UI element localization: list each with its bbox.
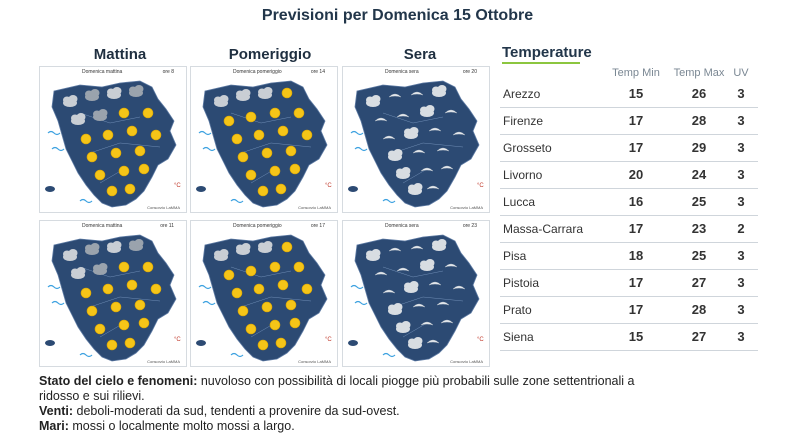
uv-value: 3 xyxy=(737,113,745,128)
temp-max-value: 24 xyxy=(691,167,707,182)
sky-description-cont xyxy=(39,389,145,404)
temp-max-value: 29 xyxy=(691,140,707,155)
map-hour: ore 20 xyxy=(462,69,477,75)
wave-icon xyxy=(48,132,60,135)
sun-icon xyxy=(119,166,129,176)
temp-max-value: 28 xyxy=(691,113,707,128)
sun-icon xyxy=(276,338,286,348)
temp-max-value: 23 xyxy=(691,221,707,236)
sun-icon xyxy=(139,164,149,174)
sun-icon xyxy=(258,340,268,350)
uv-value: 3 xyxy=(737,275,745,290)
sun-icon xyxy=(151,130,161,140)
wave-icon xyxy=(383,200,395,203)
map-hour: ore 11 xyxy=(160,223,174,229)
island-elba xyxy=(45,340,55,346)
sun-icon xyxy=(294,108,304,118)
map-label: Domenica sera xyxy=(385,69,419,75)
sun-icon xyxy=(111,302,121,312)
sun-icon xyxy=(95,170,105,180)
temperature-row xyxy=(500,80,758,108)
header-uv: UV xyxy=(733,67,749,79)
wave-icon xyxy=(355,302,367,305)
tuscany-map-svg xyxy=(343,221,490,367)
temperature-indicator: °C xyxy=(174,337,181,343)
sun-icon xyxy=(103,284,113,294)
city-name: Prato xyxy=(503,303,532,317)
sun-icon xyxy=(278,126,288,136)
wave-icon xyxy=(80,354,92,357)
temperature-title-underline xyxy=(502,62,580,64)
header-temp-min: Temp Min xyxy=(612,67,660,79)
map-hour: ore 14 xyxy=(310,69,325,75)
island-elba xyxy=(348,340,358,346)
temperature-indicator: °C xyxy=(325,337,332,343)
uv-value: 3 xyxy=(737,329,745,344)
sun-icon xyxy=(95,324,105,334)
temperature-row xyxy=(500,161,758,189)
wave-icon xyxy=(383,354,395,357)
uv-value: 3 xyxy=(737,194,745,209)
map-hour: ore 8 xyxy=(162,69,174,75)
sun-icon xyxy=(119,262,129,272)
map-credit: Consorzio LaMMA xyxy=(450,205,483,210)
temp-max-value: 27 xyxy=(691,275,707,290)
temperature-row xyxy=(500,134,758,162)
sun-icon xyxy=(286,300,296,310)
column-header-sera: Sera xyxy=(403,46,437,63)
sun-icon xyxy=(282,88,292,98)
forecast-map-afternoon-2[interactable] xyxy=(190,220,338,367)
map-label: Domenica pomeriggio xyxy=(233,223,282,229)
winds-text: deboli-moderati da sud, tendenti a provenire da sud-ovest. xyxy=(76,404,400,418)
sun-icon xyxy=(290,164,300,174)
forecast-map-evening-2[interactable] xyxy=(342,220,490,367)
temp-max-value: 27 xyxy=(691,329,707,344)
winds-label: Venti: xyxy=(39,404,74,418)
sun-icon xyxy=(294,262,304,272)
sun-icon xyxy=(270,166,280,176)
sun-icon xyxy=(270,262,280,272)
sun-icon xyxy=(278,280,288,290)
sun-icon xyxy=(127,280,137,290)
temp-min-value: 17 xyxy=(628,302,644,317)
sun-icon xyxy=(143,262,153,272)
sun-icon xyxy=(282,242,292,252)
page-title: Previsioni per Domenica 15 Ottobre xyxy=(261,7,534,24)
sun-icon xyxy=(276,184,286,194)
wave-icon xyxy=(52,302,64,305)
city-name: Pistoia xyxy=(503,276,540,290)
island-elba xyxy=(348,186,358,192)
sun-icon xyxy=(246,324,256,334)
sun-icon xyxy=(81,288,91,298)
city-name: Firenze xyxy=(503,114,544,128)
sun-icon xyxy=(125,184,135,194)
sun-icon xyxy=(254,284,264,294)
temp-max-value: 25 xyxy=(691,248,707,263)
uv-value: 3 xyxy=(737,248,745,263)
winds-description xyxy=(39,404,400,419)
city-name: Grosseto xyxy=(503,141,552,155)
sun-icon xyxy=(262,148,272,158)
temp-min-value: 15 xyxy=(628,329,644,344)
sun-icon xyxy=(258,186,268,196)
temperature-row xyxy=(500,107,758,135)
map-credit: Consorzio LaMMA xyxy=(147,359,180,364)
temp-min-value: 15 xyxy=(628,86,644,101)
temperature-indicator: °C xyxy=(325,183,332,189)
sun-icon xyxy=(81,134,91,144)
sun-icon xyxy=(103,130,113,140)
temperature-row xyxy=(500,215,758,243)
sun-icon xyxy=(254,130,264,140)
sun-icon xyxy=(246,266,256,276)
uv-value: 3 xyxy=(737,140,745,155)
wave-icon xyxy=(48,286,60,289)
tuscany-map-svg xyxy=(343,67,490,213)
sun-icon xyxy=(246,170,256,180)
wave-icon xyxy=(203,302,215,305)
forecast-map-afternoon-1[interactable] xyxy=(190,66,338,213)
sun-icon xyxy=(143,108,153,118)
island-elba xyxy=(45,186,55,192)
sun-icon xyxy=(270,320,280,330)
sun-icon xyxy=(107,340,117,350)
column-header-pomeriggio: Pomeriggio xyxy=(228,46,312,63)
city-name: Lucca xyxy=(503,195,536,209)
temp-min-value: 17 xyxy=(628,113,644,128)
forecast-map-morning-1[interactable] xyxy=(39,66,187,213)
temp-min-value: 17 xyxy=(628,140,644,155)
temperature-row xyxy=(500,269,758,297)
sun-icon xyxy=(262,302,272,312)
sun-icon xyxy=(232,288,242,298)
sky-label: Stato del cielo e fenomeni: xyxy=(39,374,198,388)
sun-icon xyxy=(224,116,234,126)
tuscany-map-svg xyxy=(191,221,338,367)
island-elba xyxy=(196,340,206,346)
seas-label: Mari: xyxy=(39,419,69,433)
map-credit: Consorzio LaMMA xyxy=(298,205,331,210)
map-hour: ore 23 xyxy=(462,223,477,229)
sun-icon xyxy=(232,134,242,144)
temp-max-value: 25 xyxy=(691,194,707,209)
temperature-row xyxy=(500,188,758,216)
tuscany-map-svg xyxy=(40,221,187,367)
sky-description xyxy=(39,374,634,389)
sun-icon xyxy=(290,318,300,328)
temp-max-value: 26 xyxy=(691,86,707,101)
city-name: Pisa xyxy=(503,249,527,263)
wave-icon xyxy=(355,148,367,151)
forecast-map-evening-1[interactable] xyxy=(342,66,490,213)
city-name: Livorno xyxy=(503,168,543,182)
map-label: Domenica pomeriggio xyxy=(233,69,282,75)
map-credit: Consorzio LaMMA xyxy=(147,205,180,210)
temp-min-value: 20 xyxy=(628,167,644,182)
sun-icon xyxy=(246,112,256,122)
map-label: Domenica mattina xyxy=(82,223,123,229)
sun-icon xyxy=(270,108,280,118)
tuscany-map-svg xyxy=(191,67,338,213)
column-header-mattina: Mattina xyxy=(93,46,147,63)
uv-value: 2 xyxy=(737,221,745,236)
wave-icon xyxy=(199,286,211,289)
city-name: Massa-Carrara xyxy=(503,222,584,236)
map-hour: ore 17 xyxy=(310,223,325,229)
sun-icon xyxy=(135,300,145,310)
temp-min-value: 17 xyxy=(628,221,644,236)
sun-icon xyxy=(87,152,97,162)
sun-icon xyxy=(286,146,296,156)
wave-icon xyxy=(231,354,243,357)
sun-icon xyxy=(87,306,97,316)
forecast-map-morning-2[interactable] xyxy=(39,220,187,367)
city-name: Arezzo xyxy=(503,87,541,101)
sun-icon xyxy=(302,130,312,140)
seas-description xyxy=(39,419,295,434)
temperature-row xyxy=(500,323,758,351)
city-name: Siena xyxy=(503,330,534,344)
sun-icon xyxy=(119,320,129,330)
sun-icon xyxy=(302,284,312,294)
tuscany-map-svg xyxy=(40,67,187,213)
sun-icon xyxy=(111,148,121,158)
sun-icon xyxy=(135,146,145,156)
sky-text-2: ridosso e sui rilievi. xyxy=(39,389,145,403)
sun-icon xyxy=(127,126,137,136)
map-credit: Consorzio LaMMA xyxy=(450,359,483,364)
temperature-row xyxy=(500,242,758,270)
uv-value: 3 xyxy=(737,86,745,101)
temp-max-value: 28 xyxy=(691,302,707,317)
uv-value: 3 xyxy=(737,302,745,317)
wave-icon xyxy=(231,200,243,203)
sky-text-1: nuvoloso con possibilità di locali piogge più probabili sulle zone settentrionali a xyxy=(200,374,635,388)
island-elba xyxy=(196,186,206,192)
sun-icon xyxy=(139,318,149,328)
sun-icon xyxy=(107,186,117,196)
map-label: Domenica mattina xyxy=(82,69,123,75)
temperature-indicator: °C xyxy=(477,183,484,189)
seas-text: mossi o localmente molto mossi a largo. xyxy=(72,419,295,433)
wave-icon xyxy=(351,286,363,289)
temperature-title: Temperature xyxy=(502,44,592,61)
wave-icon xyxy=(80,200,92,203)
map-credit: Consorzio LaMMA xyxy=(298,359,331,364)
temp-min-value: 16 xyxy=(628,194,644,209)
temp-min-value: 17 xyxy=(628,275,644,290)
wave-icon xyxy=(351,132,363,135)
sun-icon xyxy=(151,284,161,294)
sun-icon xyxy=(119,108,129,118)
sun-icon xyxy=(224,270,234,280)
temperature-indicator: °C xyxy=(477,337,484,343)
wave-icon xyxy=(203,148,215,151)
sun-icon xyxy=(238,306,248,316)
header-temp-max: Temp Max xyxy=(673,67,725,79)
map-label: Domenica sera xyxy=(385,223,419,229)
uv-value: 3 xyxy=(737,167,745,182)
temperature-row xyxy=(500,296,758,324)
wave-icon xyxy=(52,148,64,151)
temp-min-value: 18 xyxy=(628,248,644,263)
sun-icon xyxy=(238,152,248,162)
sun-icon xyxy=(125,338,135,348)
temperature-indicator: °C xyxy=(174,183,181,189)
wave-icon xyxy=(199,132,211,135)
